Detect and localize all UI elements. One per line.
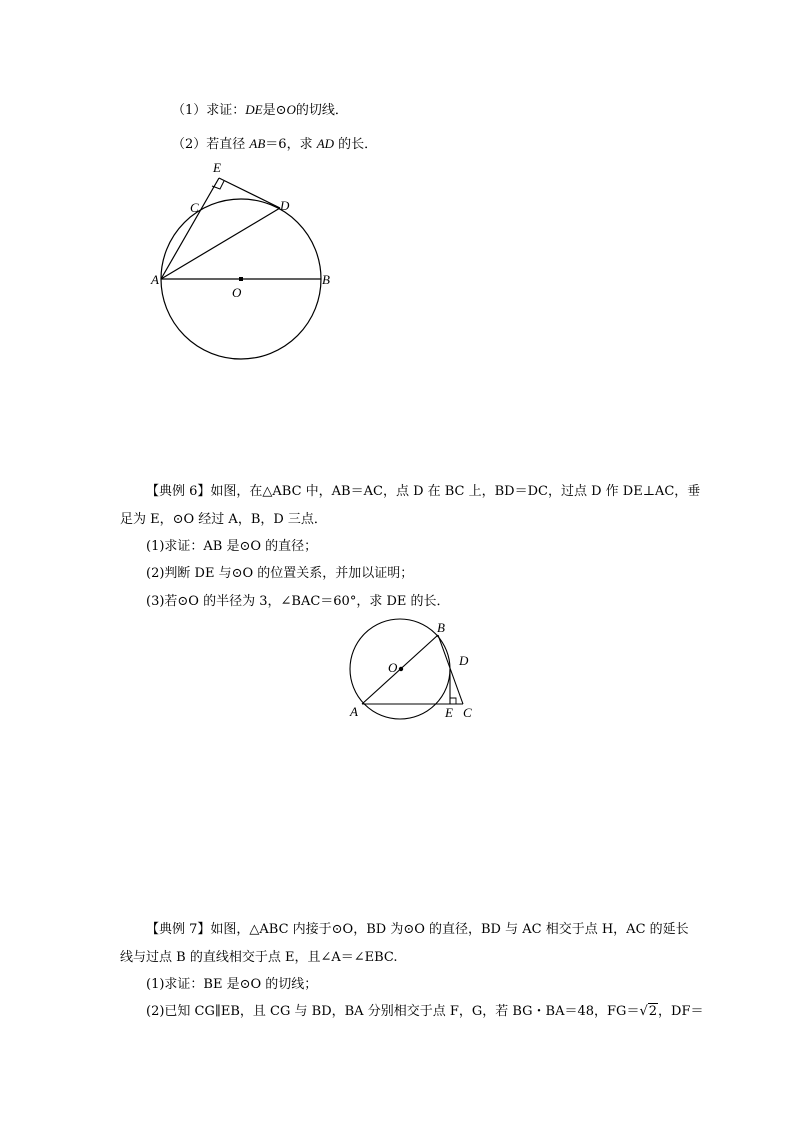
label-b: B xyxy=(437,620,445,635)
label-e: E xyxy=(213,160,221,175)
example7-question-1: (1)求证：BE 是⊙O 的切线； xyxy=(146,977,318,992)
label-c: C xyxy=(463,705,472,720)
example7-line-2: 线与过点 B 的直线相交于点 E，且∠A＝∠EBC. xyxy=(120,950,398,965)
example6-line-2: 足为 E，⊙O 经过 A，B，D 三点． xyxy=(120,512,327,527)
segment-ed xyxy=(219,178,280,208)
label-a: A xyxy=(151,272,159,287)
center-dot-o xyxy=(239,277,243,281)
sqrt-two: √2 xyxy=(639,1004,658,1019)
label-o: O xyxy=(388,660,398,675)
segment-ad xyxy=(362,669,450,704)
segment-ad xyxy=(161,208,280,279)
figure-triangle-abc-circle xyxy=(340,615,480,725)
problem5-question-1: （1）求证：DE是⊙O的切线． xyxy=(172,102,348,118)
segment-ae xyxy=(161,178,219,279)
label-d: D xyxy=(459,653,469,668)
example6-question-3: (3)若⊙O 的半径为 3，∠BAC＝60°，求 DE 的长． xyxy=(146,594,450,609)
label-c: C xyxy=(190,200,199,215)
figure-circle-tangent-de xyxy=(140,155,350,370)
example6-question-1: (1)求证：AB 是⊙O 的直径； xyxy=(146,539,318,554)
label-o: O xyxy=(232,285,242,300)
problem5-question-2: （2）若直径 AB＝6，求 AD 的长． xyxy=(172,136,378,152)
label-b: B xyxy=(322,272,330,287)
label-a: A xyxy=(350,704,358,719)
example6-question-2: (2)判断 DE 与⊙O 的位置关系，并加以证明； xyxy=(146,566,414,581)
center-dot-o xyxy=(399,667,403,671)
label-e: E xyxy=(445,705,453,720)
example7-line-1: 【典例 7】如图，△ABC 内接于⊙O，BD 为⊙O 的直径，BD 与 AC 相交于点 H，AC 的延长 xyxy=(146,922,689,937)
example6-line-1: 【典例 6】如图，在△ABC 中，AB＝AC，点 D 在 BC 上，BD＝DC，过点 D 作 DE⊥AC，垂 xyxy=(146,484,701,499)
right-angle-mark-e xyxy=(450,698,456,704)
example7-question-2: (2)已知 CG∥EB，且 CG 与 BD，BA 分别相交于点 F，G，若 BG・BA＝48，FG＝√2，DF＝ xyxy=(146,1004,704,1019)
label-d: D xyxy=(280,198,290,213)
